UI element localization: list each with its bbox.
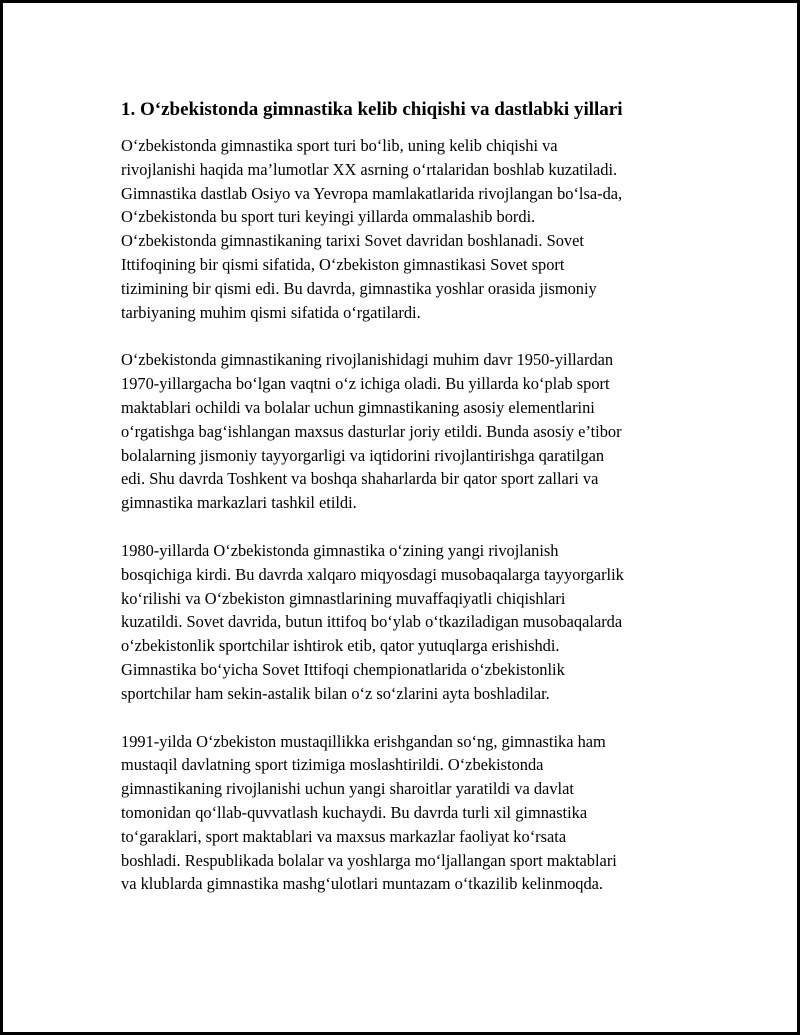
- paragraph-1: [121, 134, 701, 324]
- text-line: 1980-yillarda O‘zbekistonda gimnastika o‘zining yangi rivojlanish: [121, 540, 559, 560]
- text-line: rivojlanishi haqida ma’lumotlar XX asrning o‘rtalaridan boshlab kuzatiladi.: [121, 159, 618, 179]
- text-line: O‘zbekistonda gimnastikaning tarixi Sovet davridan boshlanadi. Sovet: [121, 231, 584, 251]
- paragraph-4: [121, 730, 701, 897]
- text-line: O‘zbekistonda gimnastikaning rivojlanishidagi muhim davr 1950-yillardan: [121, 350, 614, 370]
- text-line: tarbiyaning muhim qismi sifatida o‘rgatilardi.: [121, 302, 421, 322]
- text-line: bosqichiga kirdi. Bu davrda xalqaro miqyosdagi musobaqalarga tayyorgarlik: [121, 564, 624, 584]
- text-line: ko‘rilishi va O‘zbekiston gimnastlarining muvaffaqiyatli chiqishlari: [121, 588, 566, 608]
- paragraph-3: [121, 539, 701, 706]
- text-line: maktablari ochildi va bolalar uchun gimnastikaning asosiy elementlarini: [121, 397, 595, 417]
- text-line: bolalarning jismoniy tayyorgarligi va iqtidorini rivojlantirishga qaratilgan: [121, 445, 605, 465]
- text-line: Gimnastika dastlab Osiyo va Yevropa mamlakatlarida rivojlangan bo‘lsa-da,: [121, 183, 623, 203]
- text-line: o‘zbekistonlik sportchilar ishtirok etib, qator yutuqlarga erishishdi.: [121, 636, 560, 656]
- text-line: Ittifoqining bir qismi sifatida, O‘zbekiston gimnastikasi Sovet sport: [121, 254, 565, 274]
- text-line: Gimnastika bo‘yicha Sovet Ittifoqi chempionatlarida o‘zbekistonlik: [121, 659, 565, 679]
- text-line: o‘rgatishga bag‘ishlangan maxsus dasturlar joriy etildi. Bunda asosiy e’tibor: [121, 421, 622, 441]
- text-line: O‘zbekistonda bu sport turi keyingi yillarda ommalashib bordi.: [121, 207, 536, 227]
- text-line: 1991-yilda O‘zbekiston mustaqillikka erishgandan so‘ng, gimnastika ham: [121, 731, 606, 751]
- text-line: gimnastikaning rivojlanishi uchun yangi sharoitlar yaratildi va davlat: [121, 779, 574, 799]
- text-line: O‘zbekistonda gimnastika sport turi bo‘lib, uning kelib chiqishi va: [121, 136, 558, 155]
- text-line: 1970-yillargacha bo‘lgan vaqtni o‘z ichiga oladi. Bu yillarda ko‘plab sport: [121, 374, 610, 394]
- text-line: boshladi. Respublikada bolalar va yoshlarga mo‘ljallangan sport maktablari: [121, 850, 617, 870]
- text-line: mustaqil davlatning sport tizimiga moslashtirildi. O‘zbekistonda: [121, 755, 544, 775]
- text-line: edi. Shu davrda Toshkent va boshqa shaharlarda bir qator sport zallari va: [121, 469, 599, 489]
- text-line: gimnastika markazlari tashkil etildi.: [121, 493, 357, 513]
- text-line: tomonidan qo‘llab-quvvatlash kuchaydi. Bu davrda turli xil gimnastika: [121, 802, 588, 822]
- text-line: kuzatildi. Sovet davrida, butun ittifoq bo‘ylab o‘tkaziladigan musobaqalarda: [121, 612, 623, 632]
- text-line: sportchilar ham sekin-astalik bilan o‘z so‘zlarini ayta boshladilar.: [121, 683, 550, 703]
- paragraph-2: [121, 348, 701, 515]
- text-line: to‘garaklari, sport maktablari va maxsus markazlar faoliyat ko‘rsata: [121, 826, 567, 846]
- text-line: va klublarda gimnastika mashg‘ulotlari muntazam o‘tkazilib kelinmoqda.: [121, 874, 604, 894]
- section-heading: 1. O‘zbekistonda gimnastika kelib chiqishi va dastlabki yillari: [121, 99, 623, 120]
- text-line: tizimining bir qismi edi. Bu davrda, gimnastika yoshlar orasida jismoniy: [121, 278, 597, 298]
- document-body: [121, 96, 701, 920]
